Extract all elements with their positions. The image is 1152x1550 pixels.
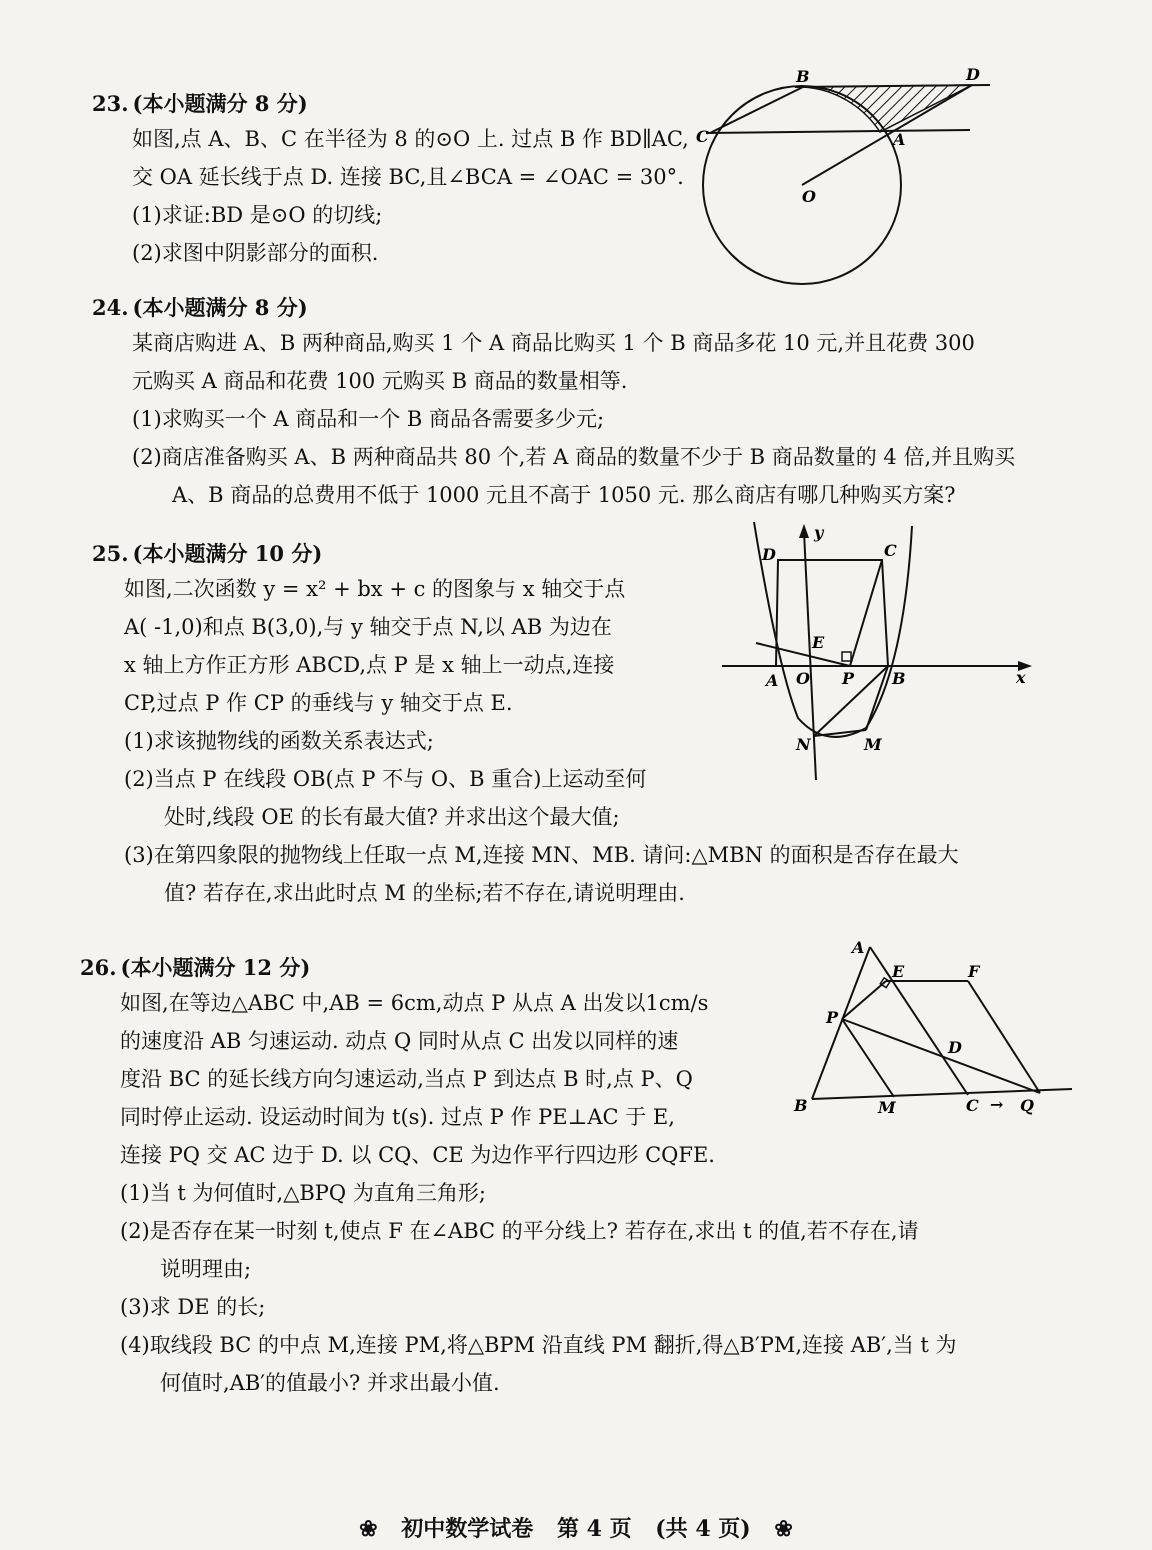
label-d: D (948, 1038, 962, 1057)
problem-25-score: (本小题满分 10 分) (132, 541, 323, 566)
label-a: A (852, 938, 865, 957)
problem-25-part-2: (2)当点 P 在线段 OB(点 P 不与 O、B 重合)上运动至何 (124, 767, 647, 791)
label-o: O (796, 669, 810, 688)
problem-24-score: (本小题满分 8 分) (132, 295, 308, 320)
y-axis-arrow (799, 524, 809, 538)
problem-26-part-1: (1)当 t 为何值时,△BPQ 为直角三角形; (120, 1181, 486, 1205)
problem-26-line-4: 同时停止运动. 设运动时间为 t(s). 过点 P 作 PE⊥AC 于 E, (120, 1105, 675, 1129)
line-pe (842, 981, 886, 1019)
line-fq (968, 981, 1040, 1093)
label-y: y (814, 523, 824, 542)
line-nm (814, 730, 866, 736)
line-ab (812, 947, 870, 1099)
label-a: A (893, 130, 906, 149)
label-x: x (1016, 668, 1026, 687)
problem-24-part-2: (2)商店准备购买 A、B 两种商品共 80 个,若 A 商品的数量不少于 B 商品数量的 4 倍,并且购买 (132, 445, 1016, 469)
problem-25-line-2: A( -1,0)和点 B(3,0),与 y 轴交于点 N,以 AB 为边在 (124, 615, 612, 639)
label-b: B (796, 67, 810, 86)
label-a: A (766, 671, 779, 690)
right-angle-mark (842, 652, 851, 661)
label-o: O (802, 187, 816, 206)
ornament-right-icon: ❀ (774, 1516, 793, 1542)
label-c: C (966, 1096, 979, 1115)
problem-24-number: 24. (92, 295, 129, 320)
label-m: M (864, 735, 882, 754)
problem-26-part-2-cont: 说明理由; (160, 1257, 252, 1281)
footer-page: 第 4 页 (556, 1516, 632, 1542)
problem-25-part-1: (1)求该抛物线的函数关系表达式; (124, 729, 434, 753)
problem-26-number: 26. (80, 955, 117, 980)
problem-26-part-4-cont: 何值时,AB′的值最小? 并求出最小值. (160, 1371, 500, 1395)
line-ca (706, 130, 970, 133)
problem-24 (92, 292, 1015, 514)
problem-26-line-2: 的速度沿 AB 匀速运动. 动点 Q 同时从点 C 出发以同样的速 (120, 1029, 679, 1053)
problem-23-part-2: (2)求图中阴影部分的面积. (132, 241, 379, 265)
problem-26-line-1: 如图,在等边△ABC 中,AB = 6cm,动点 P 从点 A 出发以1cm/s (120, 991, 709, 1015)
problem-25-part-3: (3)在第四象限的抛物线上任取一点 M,连接 MN、MB. 请问:△MBN 的面积是否存在最大 (124, 843, 959, 867)
label-e: E (812, 633, 825, 652)
problem-26-score: (本小题满分 12 分) (120, 955, 311, 980)
problem-26-figure (790, 935, 1080, 1125)
label-b: B (794, 1096, 808, 1115)
problem-23-number: 23. (92, 91, 129, 116)
label-p: P (842, 669, 855, 688)
problem-26-part-4: (4)取线段 BC 的中点 M,连接 PM,将△BPM 沿直线 PM 翻折,得△B′PM,连接 AB′,当 t 为 (120, 1333, 957, 1357)
problem-23-figure (690, 60, 1000, 285)
label-b: B (892, 669, 906, 688)
square-abcd (776, 560, 888, 666)
label-d: D (762, 545, 776, 564)
problem-25-part-2-cont: 处时,线段 OE 的长有最大值? 并求出这个最大值; (164, 805, 620, 829)
line-bc (710, 87, 803, 133)
label-p: P (826, 1008, 839, 1027)
problem-24-line-2: 元购买 A 商品和花费 100 元购买 B 商品的数量相等. (132, 369, 628, 393)
shaded-region (803, 85, 972, 132)
line-cp (850, 560, 882, 666)
arrow-icon: → (990, 1095, 1004, 1114)
problem-24-header (92, 292, 1015, 324)
problem-26-line-3: 度沿 BC 的延长线方向匀速运动,当点 P 到达点 B 时,点 P、Q (120, 1067, 693, 1091)
line-ac (870, 947, 968, 1095)
label-f: F (968, 962, 980, 981)
problem-25-part-3-cont: 值? 若存在,求出此时点 M 的坐标;若不存在,请说明理由. (164, 881, 685, 905)
label-e: E (892, 962, 905, 981)
problem-25-line-3: x 轴上方作正方形 ABCD,点 P 是 x 轴上一动点,连接 (124, 653, 615, 677)
label-q: Q (1020, 1096, 1034, 1115)
problem-25-figure (716, 518, 1036, 788)
page-footer (0, 1512, 1152, 1543)
footer-title: 初中数学试卷 (401, 1516, 534, 1542)
problem-23-line-1: 如图,点 A、B、C 在半径为 8 的⊙O 上. 过点 B 作 BD∥AC, (132, 127, 689, 151)
problem-23-line-2: 交 OA 延长线于点 D. 连接 BC,且∠BCA = ∠OAC = 30°. (132, 165, 684, 189)
problem-23-part-1: (1)求证:BD 是⊙O 的切线; (132, 203, 383, 227)
problem-23 (92, 88, 689, 272)
problem-25-line-1: 如图,二次函数 y = x² + bx + c 的图象与 x 轴交于点 (124, 577, 626, 601)
footer-total: (共 4 页) (655, 1516, 751, 1542)
problem-23-score: (本小题满分 8 分) (132, 91, 308, 116)
problem-26-line-5: 连接 PQ 交 AC 边于 D. 以 CQ、CE 为边作平行四边形 CQFE. (120, 1143, 715, 1167)
problem-24-line-1: 某商店购进 A、B 两种商品,购买 1 个 A 商品比购买 1 个 B 商品多花 10 元,并且花费 300 (132, 331, 975, 355)
label-n: N (796, 735, 811, 754)
problem-25-line-4: CP,过点 P 作 CP 的垂线与 y 轴交于点 E. (124, 691, 513, 715)
label-c: C (696, 127, 709, 146)
problem-25-number: 25. (92, 541, 129, 566)
problem-26-part-2: (2)是否存在某一时刻 t,使点 F 在∠ABC 的平分线上? 若存在,求出 t 的值,若不存在,请 (120, 1219, 919, 1243)
label-d: D (966, 65, 980, 84)
line-pm (842, 1019, 894, 1097)
problem-24-part-2-cont: A、B 商品的总费用不低于 1000 元且不高于 1050 元. 那么商店有哪几种购买方案? (172, 483, 956, 507)
label-m: M (878, 1098, 896, 1117)
line-pe (756, 643, 850, 666)
label-c: C (884, 541, 897, 560)
problem-26-part-3: (3)求 DE 的长; (120, 1295, 266, 1319)
line-pq (842, 1019, 1040, 1093)
problem-24-part-1: (1)求购买一个 A 商品和一个 B 商品各需要多少元; (132, 407, 605, 431)
ornament-left-icon: ❀ (359, 1516, 378, 1542)
problem-23-header (92, 88, 689, 120)
